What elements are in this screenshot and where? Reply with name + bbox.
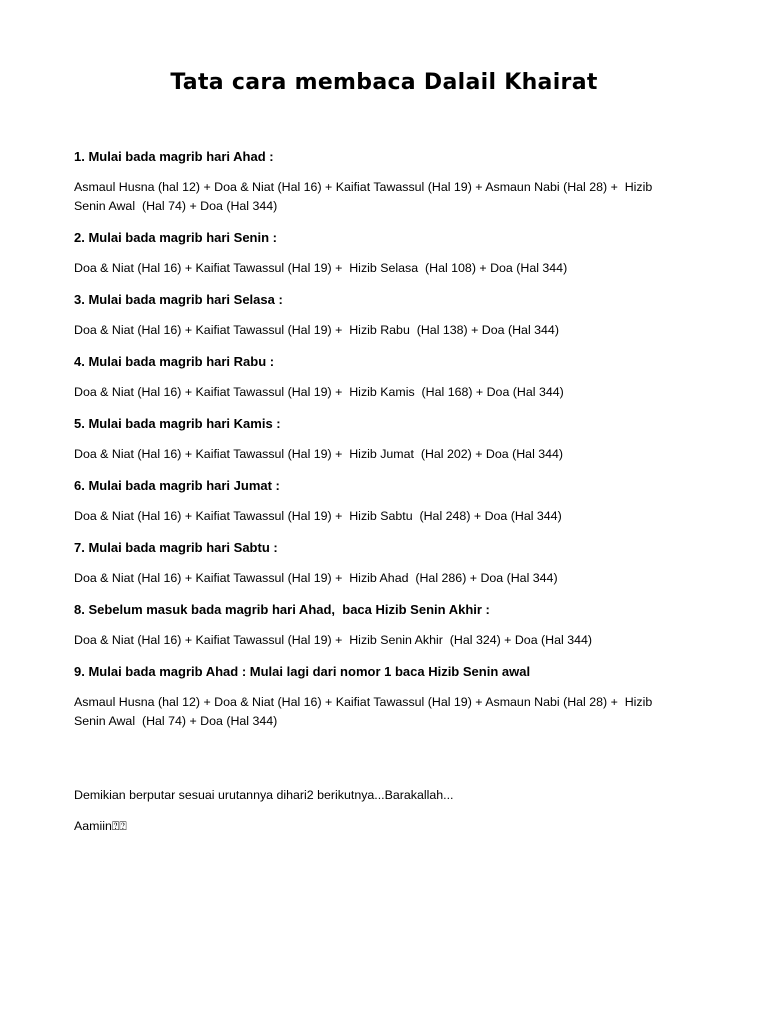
section-body: Doa & Niat (Hal 16) + Kaifiat Tawassul (Hal 19) + Hizib Rabu (Hal 138) + Doa (Hal 344): [74, 323, 559, 337]
section-7: [74, 539, 674, 588]
section-heading: 9. Mulai bada magrib Ahad : Mulai lagi dari nomor 1 baca Hizib Senin awal: [74, 664, 531, 679]
section-body: Doa & Niat (Hal 16) + Kaifiat Tawassul (Hal 19) + Hizib Ahad (Hal 286) + Doa (Hal 344): [74, 571, 558, 585]
section-body: Doa & Niat (Hal 16) + Kaifiat Tawassul (Hal 19) + Hizib Sabtu (Hal 248) + Doa (Hal 344): [74, 509, 562, 523]
section-body: Asmaul Husna (hal 12) + Doa & Niat (Hal 16) + Kaifiat Tawassul (Hal 19) + Asmaun Nabi (Hal 28) + Hizib Senin Awal (Hal 74) + Doa (Hal 344): [74, 180, 653, 213]
section-heading: 5. Mulai bada magrib hari Kamis :: [74, 416, 281, 431]
section-heading: 8. Sebelum masuk bada magrib hari Ahad, baca Hizib Senin Akhir :: [74, 602, 490, 617]
section-9: [74, 663, 674, 731]
section-heading: 1. Mulai bada magrib hari Ahad :: [74, 149, 274, 164]
closing-text: Demikian berputar sesuai urutannya dihari2 berikutnya...Barakallah...: [74, 788, 454, 802]
document-content: [74, 148, 674, 744]
section-body: Doa & Niat (Hal 16) + Kaifiat Tawassul (Hal 19) + Hizib Jumat (Hal 202) + Doa (Hal 344): [74, 447, 564, 461]
document-title: Tata cara membaca Dalail Khairat: [170, 70, 598, 95]
section-heading: 2. Mulai bada magrib hari Senin :: [74, 230, 277, 245]
section-body: Doa & Niat (Hal 16) + Kaifiat Tawassul (Hal 19) + Hizib Senin Akhir (Hal 324) + Doa (Hal 344): [74, 633, 592, 647]
section-heading: 3. Mulai bada magrib hari Selasa :: [74, 292, 283, 307]
section-heading: 4. Mulai bada magrib hari Rabu :: [74, 354, 275, 369]
section-heading: 7. Mulai bada magrib hari Sabtu :: [74, 540, 278, 555]
document-footer: [74, 786, 674, 848]
section-4: [74, 353, 674, 402]
section-3: [74, 291, 674, 340]
section-6: [74, 477, 674, 526]
section-1: [74, 148, 674, 216]
section-body: Doa & Niat (Hal 16) + Kaifiat Tawassul (Hal 19) + Hizib Kamis (Hal 168) + Doa (Hal 344): [74, 385, 564, 399]
section-2: [74, 229, 674, 278]
section-5: [74, 415, 674, 464]
section-body: Asmaul Husna (hal 12) + Doa & Niat (Hal 16) + Kaifiat Tawassul (Hal 19) + Asmaun Nabi (Hal 28) + Hizib Senin Awal (Hal 74) + Doa (Hal 344): [74, 695, 653, 728]
sign-off-text: Aamiin⍰⍰: [74, 819, 127, 833]
section-8: [74, 601, 674, 650]
section-body: Doa & Niat (Hal 16) + Kaifiat Tawassul (Hal 19) + Hizib Selasa (Hal 108) + Doa (Hal 344): [74, 261, 568, 275]
section-heading: 6. Mulai bada magrib hari Jumat :: [74, 478, 280, 493]
